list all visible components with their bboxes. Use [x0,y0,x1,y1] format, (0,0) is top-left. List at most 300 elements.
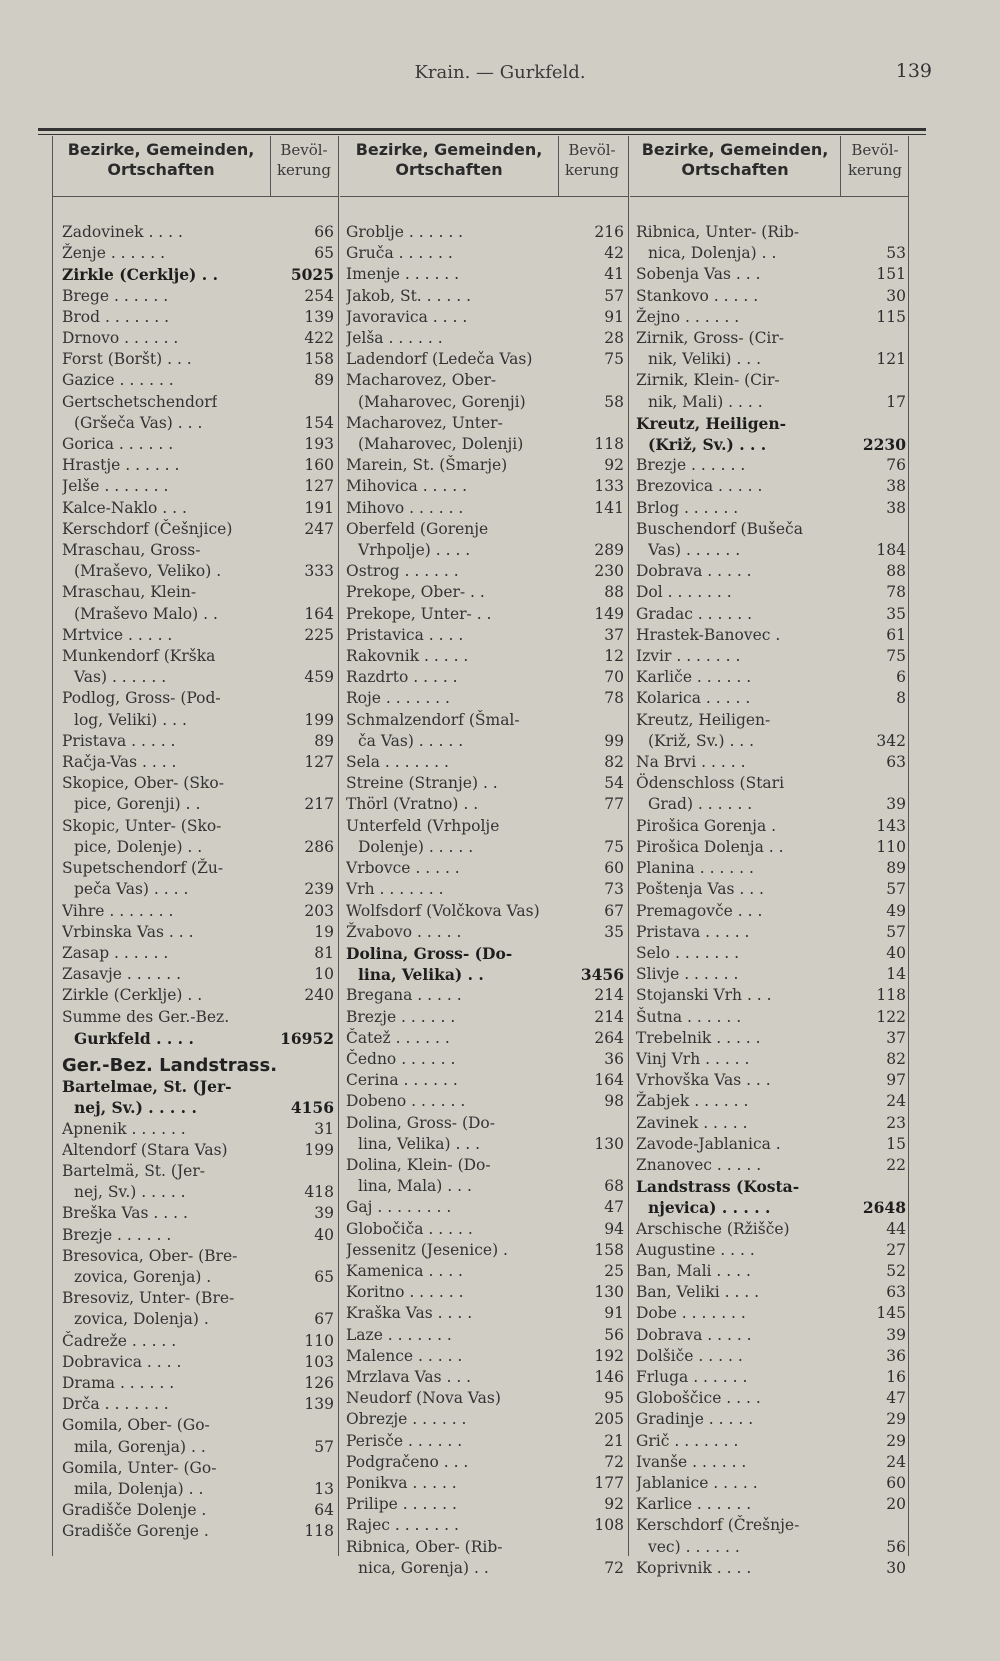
place-name: Gazice . . . . . . [62,371,174,390]
table-row [62,1028,334,1049]
place-name: (Križ, Sv.) . . . [648,435,767,455]
population-value: 30 [886,286,906,305]
population-value: 199 [304,1140,334,1159]
table-row [62,1203,334,1224]
population-value: 95 [604,1389,624,1408]
population-value: 158 [304,350,334,369]
page-number: 139 [895,60,932,82]
population-value: 143 [876,816,906,835]
place-name: Drnovo . . . . . . [62,329,179,348]
population-value: 40 [314,1225,334,1244]
place-name: Dobe . . . . . . . [636,1304,746,1323]
place-name: Čatež . . . . . . [346,1028,450,1047]
top-rule-thick [38,128,926,131]
header-line: kerung [847,161,903,179]
place-name: (Križ, Sv.) . . . [648,731,755,750]
place-name: Munkendorf (Krška [62,647,216,666]
population-value: 63 [886,1283,906,1302]
table-row [346,901,624,922]
column-rule [908,136,909,1556]
population-value: 199 [304,710,334,729]
table-row [636,1325,906,1346]
table-row [62,1225,334,1246]
population-value: 54 [604,774,624,793]
place-name: Kerschdorf (Češnjice) [62,519,233,538]
population-value: 39 [886,1325,906,1344]
population-value: 264 [594,1028,624,1047]
table-row [636,1409,906,1430]
table-row [346,625,624,646]
population-value: 247 [304,519,334,538]
place-name: Ribnica, Unter- (Rib- [636,223,800,241]
place-name: Thörl (Vratno) . . [346,795,479,814]
place-name: Ger.-Bez. Landstrass. [62,1054,278,1076]
population-value: 65 [314,244,334,263]
place-name: Vas) . . . . . . [74,668,167,687]
population-value: 66 [314,223,334,241]
table-row [62,1458,334,1479]
population-value: 286 [304,837,334,856]
population-value: 146 [594,1367,624,1386]
table-row [346,731,624,752]
table-row [636,667,906,688]
population-value: 2648 [862,1198,906,1218]
place-name: Zasap . . . . . . [62,943,169,962]
table-row [636,901,906,922]
table-row [346,858,624,879]
place-name: nej, Sv.) . . . . . [74,1183,186,1202]
place-name: Brlog . . . . . . [636,498,739,517]
population-value: 47 [886,1389,906,1408]
place-name: Koritno . . . . . . [346,1283,464,1302]
table-row [636,540,906,561]
column-rule [628,136,629,1556]
place-name: Selo . . . . . . . [636,943,740,962]
place-name: Laze . . . . . . . [346,1325,452,1344]
place-name: Kolarica . . . . . [636,689,751,708]
place-name: Brezje . . . . . . [636,456,746,475]
table-row [346,476,624,497]
table-row [62,264,334,285]
population-value: 110 [876,837,906,856]
table-row [636,498,906,519]
place-name: ča Vas) . . . . . [358,731,464,750]
header-line: Bevöl- [851,141,899,159]
table-row [636,710,906,731]
population-value: 342 [876,731,906,750]
table-row [636,837,906,858]
place-name: Pirošica Dolenja . . [636,837,784,856]
place-name: Roje . . . . . . . [346,689,450,708]
population-value: 82 [604,753,624,772]
place-name: mila, Gorenja) . . [74,1437,206,1456]
table-row [636,455,906,476]
place-name: Jelša . . . . . . [346,329,443,348]
place-name: Groblje . . . . . . [346,223,464,241]
population-value: 67 [604,901,624,920]
population-value: 12 [604,647,624,666]
table-row [636,688,906,709]
table-row [62,1076,334,1097]
header-line: Ortschaften [395,160,503,179]
table-row [636,1197,906,1218]
population-value: 20 [886,1495,906,1514]
population-value: 61 [886,625,906,644]
table-row [62,1352,334,1373]
place-name: Brod . . . . . . . [62,307,170,326]
population-value: 118 [304,1522,334,1541]
place-name: Stojanski Vrh . . . [636,986,772,1005]
place-name: Jessenitz (Jesenice) . [346,1240,508,1259]
population-value: 3456 [580,965,624,985]
table-row [636,1070,906,1091]
place-name: Zavode-Jablanica . [636,1134,781,1153]
table-row [346,434,624,455]
table-row [62,307,334,328]
population-value: 37 [886,1028,906,1047]
population-value: 89 [314,731,334,750]
population-value: 24 [886,1092,906,1111]
place-name: Pristavica . . . . [346,625,464,644]
place-name: Zadovinek . . . . [62,223,183,241]
population-value: 145 [876,1304,906,1323]
population-value: 56 [886,1537,906,1556]
table-row [62,286,334,307]
population-value: 154 [304,413,334,432]
place-name: Bartelmä, St. (Jer- [62,1161,205,1180]
table-row [62,604,334,625]
table-row [62,1007,334,1028]
place-name: (Mraševo Malo) . . [74,604,218,623]
place-name: Jablanice . . . . . [636,1473,758,1492]
place-name: Gurkfeld . . . . [74,1028,194,1048]
table-row [346,1261,624,1282]
table-row [636,794,906,815]
place-name: nica, Dolenja) . . [648,244,777,263]
place-name: Jelše . . . . . . . [62,477,169,496]
place-name: Grad) . . . . . . [648,795,753,814]
table-row [636,625,906,646]
place-name: Schmalzendorf (Šmal- [346,710,520,729]
population-value: 130 [594,1283,624,1302]
place-name: Vas) . . . . . . [648,541,741,560]
population-value: 72 [604,1558,624,1577]
place-name: Drča . . . . . . . [62,1395,169,1414]
table-row [62,328,334,349]
population-value: 77 [604,795,624,814]
place-name: Zavinek . . . . . [636,1113,748,1132]
table-row [62,922,334,943]
table-row [62,1140,334,1161]
place-name: Gradac . . . . . . [636,604,753,623]
table-row [346,1409,624,1430]
place-name: Gruča . . . . . . [346,244,453,263]
place-name: Vinj Vrh . . . . . [636,1049,750,1068]
population-value: 36 [604,1049,624,1068]
table-row [62,455,334,476]
place-name: nik, Mali) . . . . [648,392,763,411]
table-row [62,1309,334,1330]
population-value: 75 [886,647,906,666]
table-row [346,1303,624,1324]
place-name: Altendorf (Stara Vas) [62,1140,228,1159]
population-value: 27 [886,1240,906,1259]
place-name: Gradišče Dolenje . [62,1501,207,1520]
place-name: Koprivnik . . . . [636,1558,752,1577]
table-row [346,794,624,815]
table-row [62,222,334,243]
table-row [346,604,624,625]
population-value: 240 [304,986,334,1005]
population-value: 29 [886,1410,906,1429]
population-value: 254 [304,286,334,305]
population-value: 110 [304,1331,334,1350]
table-row [636,1219,906,1240]
table-row [346,667,624,688]
population-value: 122 [876,1007,906,1026]
table-row [636,286,906,307]
place-name: Pristava . . . . . [62,731,176,750]
population-value: 14 [886,965,906,984]
place-name: Račja-Vas . . . . [62,753,177,772]
population-value: 205 [594,1410,624,1429]
population-value: 89 [314,371,334,390]
place-name: Čedno . . . . . . [346,1049,456,1068]
table-row [636,964,906,985]
place-name: Gomila, Ober- (Go- [62,1416,210,1435]
population-value: 75 [604,837,624,856]
header-pop-col-1 [272,140,336,180]
table-row [346,370,624,391]
population-value: 8 [896,689,906,708]
place-name: Ostrog . . . . . . [346,562,459,581]
table-row [636,392,906,413]
place-name: Skopice, Ober- (Sko- [62,774,224,793]
table-row [636,816,906,837]
population-value: 108 [594,1516,624,1535]
population-value: 41 [604,265,624,284]
place-name: Zasavje . . . . . . [62,965,182,984]
population-value: 92 [604,456,624,475]
table-row [346,1197,624,1218]
place-name: Dolina, Gross- (Do- [346,1113,495,1132]
table-row [346,561,624,582]
place-name: log, Veliki) . . . [74,710,187,729]
population-value: 57 [314,1437,334,1456]
place-name: Mraschau, Gross- [62,541,201,560]
table-row [636,1558,906,1579]
place-name: Podgračeno . . . [346,1452,469,1471]
header-name-col-3 [630,140,840,180]
population-value: 164 [594,1071,624,1090]
table-row [346,392,624,413]
table-row [346,413,624,434]
table-row [62,349,334,370]
place-name: Prilipe . . . . . . [346,1495,457,1514]
population-value: 422 [304,329,334,348]
table-column-1 [62,222,334,1543]
table-row [636,1431,906,1452]
place-name: Brezovica . . . . . [636,477,763,496]
table-row [346,1113,624,1134]
table-row [62,773,334,794]
place-name: Zirnik, Gross- (Cir- [636,329,785,348]
header-underline [340,196,628,197]
place-name: Augustine . . . . [636,1240,755,1259]
table-row [62,1521,334,1542]
table-row [636,1388,906,1409]
place-name: Podlog, Gross- (Pod- [62,689,221,708]
place-name: Ladendorf (Ledeča Vas) [346,350,533,369]
population-value: 42 [604,244,624,263]
table-row [636,328,906,349]
population-value: 75 [604,350,624,369]
population-value: 139 [304,1395,334,1414]
place-name: Bresoviz, Unter- (Bre- [62,1289,235,1308]
table-row [636,243,906,264]
population-value: 81 [314,943,334,962]
population-value: 127 [304,477,334,496]
table-row [62,243,334,264]
place-name: Dobrava . . . . . [636,562,752,581]
table-row [636,307,906,328]
place-name: Izvir . . . . . . . [636,647,741,666]
place-name: Perisče . . . . . . [346,1431,463,1450]
population-value: 21 [604,1431,624,1450]
place-name: lina, Velika) . . . [358,1134,481,1153]
place-name: Breška Vas . . . . [62,1204,188,1223]
table-row [636,1303,906,1324]
population-value: 38 [886,498,906,517]
table-row [62,1097,334,1118]
population-value: 216 [594,223,624,241]
table-row [62,561,334,582]
population-value: 60 [604,859,624,878]
population-value: 28 [604,329,624,348]
table-row [346,1028,624,1049]
population-value: 130 [594,1134,624,1153]
table-row [346,540,624,561]
population-value: 57 [886,880,906,899]
population-value: 10 [314,965,334,984]
place-name: Pirošica Gorenja . [636,816,777,835]
place-name: Sela . . . . . . . [346,753,449,772]
place-name: Stankovo . . . . . [636,286,759,305]
header-underline [630,196,908,197]
population-value: 78 [604,689,624,708]
population-value: 92 [604,1495,624,1514]
population-value: 13 [314,1479,334,1498]
table-row [636,434,906,455]
table-row [346,286,624,307]
population-value: 52 [886,1261,906,1280]
population-value: 64 [314,1501,334,1520]
table-row [346,582,624,603]
place-name: (Maharovec, Dolenji) [358,435,524,454]
place-name: Dobravica . . . . [62,1352,182,1371]
population-value: 230 [594,562,624,581]
population-value: 97 [886,1071,906,1090]
place-name: zovica, Gorenja) . [74,1267,212,1286]
population-value: 151 [876,265,906,284]
table-row [62,688,334,709]
table-row [346,307,624,328]
place-name: Planina . . . . . . [636,859,754,878]
table-row [346,1049,624,1070]
table-row [636,858,906,879]
population-value: 60 [886,1473,906,1492]
population-value: 4156 [290,1098,334,1118]
place-name: Kerschdorf (Črešnje- [636,1516,800,1535]
table-row [346,455,624,476]
table-row [62,1394,334,1415]
header-line: Bezirke, Gemeinden, [355,140,543,159]
table-row [636,1261,906,1282]
place-name: Ban, Mali . . . . [636,1261,751,1280]
population-value: 459 [304,668,334,687]
table-row [636,349,906,370]
population-value: 141 [594,498,624,517]
place-name: Ödenschloss (Stari [636,774,785,793]
place-name: Frluga . . . . . . [636,1367,748,1386]
place-name: Grič . . . . . . . [636,1431,739,1450]
place-name: Kreutz, Heiligen- [636,413,787,433]
place-name: Zirkle (Cerklje) . . [62,986,203,1005]
table-row [346,264,624,285]
place-name: Mihovica . . . . . [346,477,468,496]
population-value: 2230 [862,435,906,455]
table-row [62,392,334,413]
population-value: 149 [594,604,624,623]
table-row [62,1119,334,1140]
table-row [346,243,624,264]
table-row [62,1479,334,1500]
place-name: Sobenja Vas . . . [636,265,761,284]
table-row [346,1367,624,1388]
column-rule [270,136,271,196]
place-name: Apnenik . . . . . . [62,1119,186,1138]
place-name: nica, Gorenja) . . [358,1558,489,1577]
place-name: Gertschetschendorf [62,392,218,411]
population-value: 121 [876,350,906,369]
table-row [346,710,624,731]
place-name: Gorica . . . . . . [62,435,174,454]
population-value: 39 [886,795,906,814]
population-value: 225 [304,625,334,644]
header-line: kerung [276,161,332,179]
column-rule [840,136,841,196]
table-row [636,413,906,434]
place-name: Šutna . . . . . . [636,1007,742,1026]
table-row [636,1176,906,1197]
place-name: peča Vas) . . . . [74,880,189,899]
place-name: Unterfeld (Vrhpolje [346,816,500,835]
table-row [636,1515,906,1536]
population-value: 35 [604,922,624,941]
running-head: Krain. — Gurkfeld. [414,62,586,83]
place-name: Vrhpolje) . . . . [358,541,471,560]
header-line: kerung [564,161,620,179]
population-value: 88 [886,562,906,581]
table-row [636,1367,906,1388]
header-line: Bezirke, Gemeinden, [67,140,255,159]
place-name: Cerina . . . . . . [346,1071,458,1090]
table-row [636,922,906,943]
table-row [346,222,624,243]
table-row [62,964,334,985]
table-row [62,985,334,1006]
table-row [346,1537,624,1558]
